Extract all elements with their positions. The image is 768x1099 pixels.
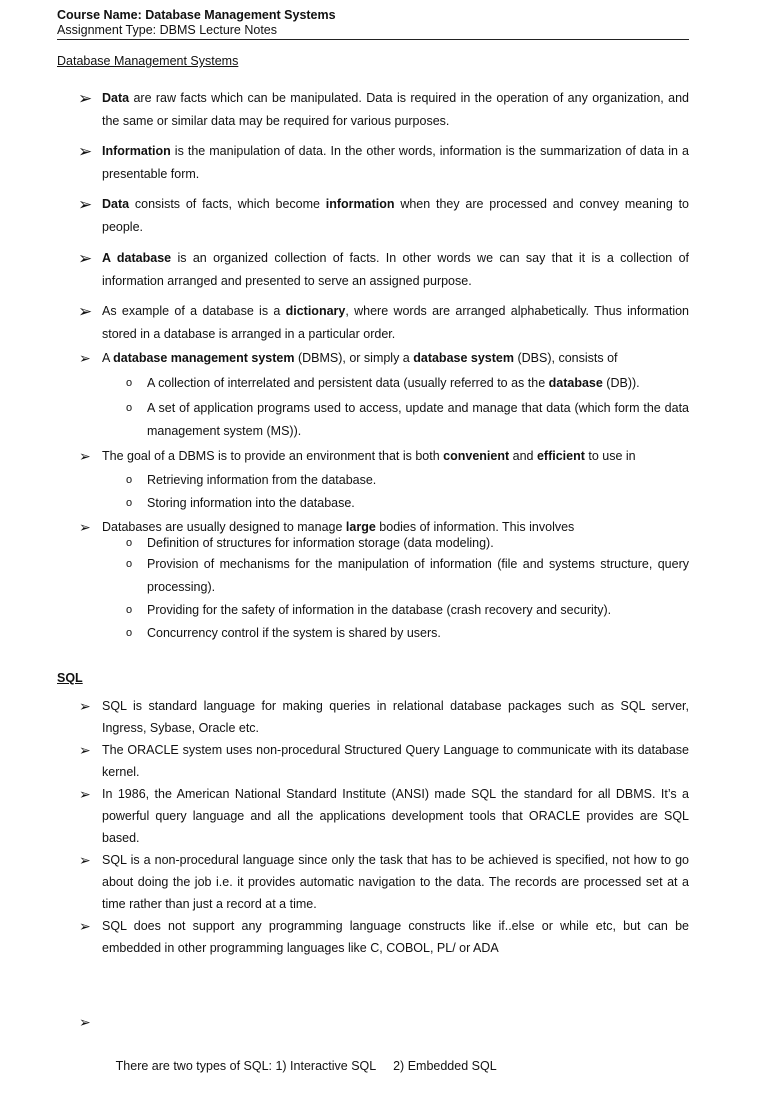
- sub-list-item: [57, 492, 689, 515]
- bold-term: convenient: [443, 449, 510, 463]
- item-text: A set of application programs used to access, update and manage that data (which form the data management system (MS)).: [147, 401, 689, 438]
- item-text: , where words are arranged alphabetically. Thus information stored in a database is arranged in a particular order.: [102, 304, 689, 341]
- arrow-bullet-icon: ➢: [79, 448, 91, 464]
- item-text: and: [509, 449, 537, 463]
- list-item: [57, 695, 689, 739]
- bold-term: Data: [102, 91, 130, 105]
- item-text: There are two types of SQL: 1) Interactive SQL 2) Embedded SQL: [115, 1059, 497, 1073]
- section-title-dbms: Database Management Systems: [57, 54, 239, 68]
- item-text: consists of facts, which become: [129, 197, 326, 211]
- circle-bullet-icon: o: [126, 604, 133, 616]
- arrow-bullet-icon: ➢: [78, 142, 93, 161]
- arrow-bullet-icon: ➢: [79, 350, 91, 366]
- item-text: SQL is standard language for making queries in relational database packages such as SQL server, Ingress, Sybase, Oracle etc.: [102, 699, 689, 735]
- item-text: Definition of structures for information storage (data modeling).: [147, 536, 494, 550]
- item-text: when they are processed and convey meaning to people.: [102, 197, 689, 234]
- sub-list-item: [57, 397, 689, 443]
- circle-bullet-icon: o: [126, 474, 133, 486]
- list-item: [57, 347, 689, 370]
- arrow-bullet-icon: ➢: [79, 1014, 91, 1030]
- arrow-bullet-icon: ➢: [78, 195, 93, 214]
- item-text: is the manipulation of data. In the other words, information is the summarization of data in a presentable form.: [102, 144, 689, 181]
- bold-term: dictionary: [285, 304, 346, 318]
- bold-term: efficient: [536, 449, 585, 463]
- list-item: [57, 247, 689, 293]
- item-text: to use in: [584, 449, 636, 463]
- bold-term: database management system: [113, 351, 295, 365]
- circle-bullet-icon: o: [126, 497, 133, 509]
- bold-term: database: [548, 376, 603, 390]
- item-text: are raw facts which can be manipulated. Data is required in the operation of any organization, and the same or similar data may be required for various purposes.: [102, 91, 689, 128]
- list-item: [57, 87, 689, 133]
- item-text: SQL does not support any programming language constructs like if..else or while etc, but can be embedded in other programming languages like C, COBOL, PL/ or ADA: [102, 919, 689, 955]
- item-text: The goal of a DBMS is to provide an environment that is both: [102, 449, 444, 463]
- list-item: [57, 193, 689, 239]
- arrow-bullet-icon: ➢: [79, 786, 91, 802]
- item-text: A collection of interrelated and persistent data (usually referred to as the: [147, 376, 549, 390]
- bold-term: information: [325, 197, 395, 211]
- sub-list-item: [57, 553, 689, 599]
- item-text: is an organized collection of facts. In other words we can say that it is a collection of information arranged and presented to serve an assigned purpose.: [102, 251, 689, 288]
- list-item: [57, 915, 689, 959]
- list-item: [57, 519, 689, 535]
- circle-bullet-icon: o: [126, 558, 133, 570]
- assignment-type: Assignment Type: DBMS Lecture Notes: [57, 23, 278, 37]
- sub-list-item: [57, 599, 689, 622]
- circle-bullet-icon: o: [126, 537, 133, 549]
- bold-term: Data: [102, 197, 130, 211]
- item-text: (DB)).: [602, 376, 640, 390]
- item-text: The ORACLE system uses non-procedural Structured Query Language to communicate with its database kernel.: [102, 743, 689, 779]
- sub-list-item: [57, 469, 689, 492]
- arrow-bullet-icon: ➢: [78, 302, 93, 321]
- arrow-bullet-icon: ➢: [78, 249, 93, 268]
- sub-list-item: [57, 372, 689, 395]
- bold-term: Information: [102, 144, 171, 158]
- list-item: [57, 849, 689, 915]
- sub-list-item: [57, 535, 689, 551]
- item-text: (DBMS), or simply a: [294, 351, 414, 365]
- item-text: A: [102, 351, 114, 365]
- header-divider: [57, 39, 689, 40]
- circle-bullet-icon: o: [126, 377, 133, 389]
- item-text: As example of a database is a: [102, 304, 286, 318]
- circle-bullet-icon: o: [126, 402, 133, 414]
- item-text: In 1986, the American National Standard Institute (ANSI) made SQL the standard for all DBMS. It’s a powerful query language and all the applications development tools that ORACLE provides are SQL based.: [102, 787, 689, 845]
- arrow-bullet-icon: ➢: [79, 852, 91, 868]
- sub-list-item: [57, 622, 689, 645]
- item-text: Databases are usually designed to manage: [102, 520, 346, 534]
- document-page: [57, 8, 689, 1099]
- bold-term: database system: [413, 351, 514, 365]
- arrow-bullet-icon: ➢: [79, 742, 91, 758]
- item-text: Providing for the safety of information in the database (crash recovery and security).: [147, 603, 612, 617]
- item-text: SQL is a non-procedural language since only the task that has to be achieved is specified, not how to go about doing the job i.e. it provides automatic navigation to the data. The records are processed set at a time rather than just a record at a time.: [102, 853, 689, 911]
- item-text: Provision of mechanisms for the manipulation of information (file and systems structure, query processing).: [147, 557, 689, 594]
- list-item: [57, 300, 689, 346]
- bold-term: A database: [102, 251, 172, 265]
- section-title-sql: SQL: [57, 671, 83, 685]
- item-text: bodies of information. This involves: [375, 520, 575, 534]
- arrow-bullet-icon: ➢: [79, 519, 91, 535]
- list-item: [57, 1011, 689, 1099]
- list-item: [57, 445, 689, 468]
- list-item: [57, 783, 689, 849]
- course-name: Course Name: Database Management Systems: [57, 8, 336, 22]
- item-text: Retrieving information from the database.: [147, 473, 377, 487]
- arrow-bullet-icon: ➢: [78, 89, 93, 108]
- arrow-bullet-icon: ➢: [79, 918, 91, 934]
- bold-term: large: [345, 520, 376, 534]
- list-item: [57, 140, 689, 186]
- arrow-bullet-icon: ➢: [79, 698, 91, 714]
- item-text: Storing information into the database.: [147, 496, 355, 510]
- list-item: [57, 739, 689, 783]
- item-text: (DBS), consists of: [514, 351, 618, 365]
- item-text: Concurrency control if the system is shared by users.: [147, 626, 441, 640]
- circle-bullet-icon: o: [126, 627, 133, 639]
